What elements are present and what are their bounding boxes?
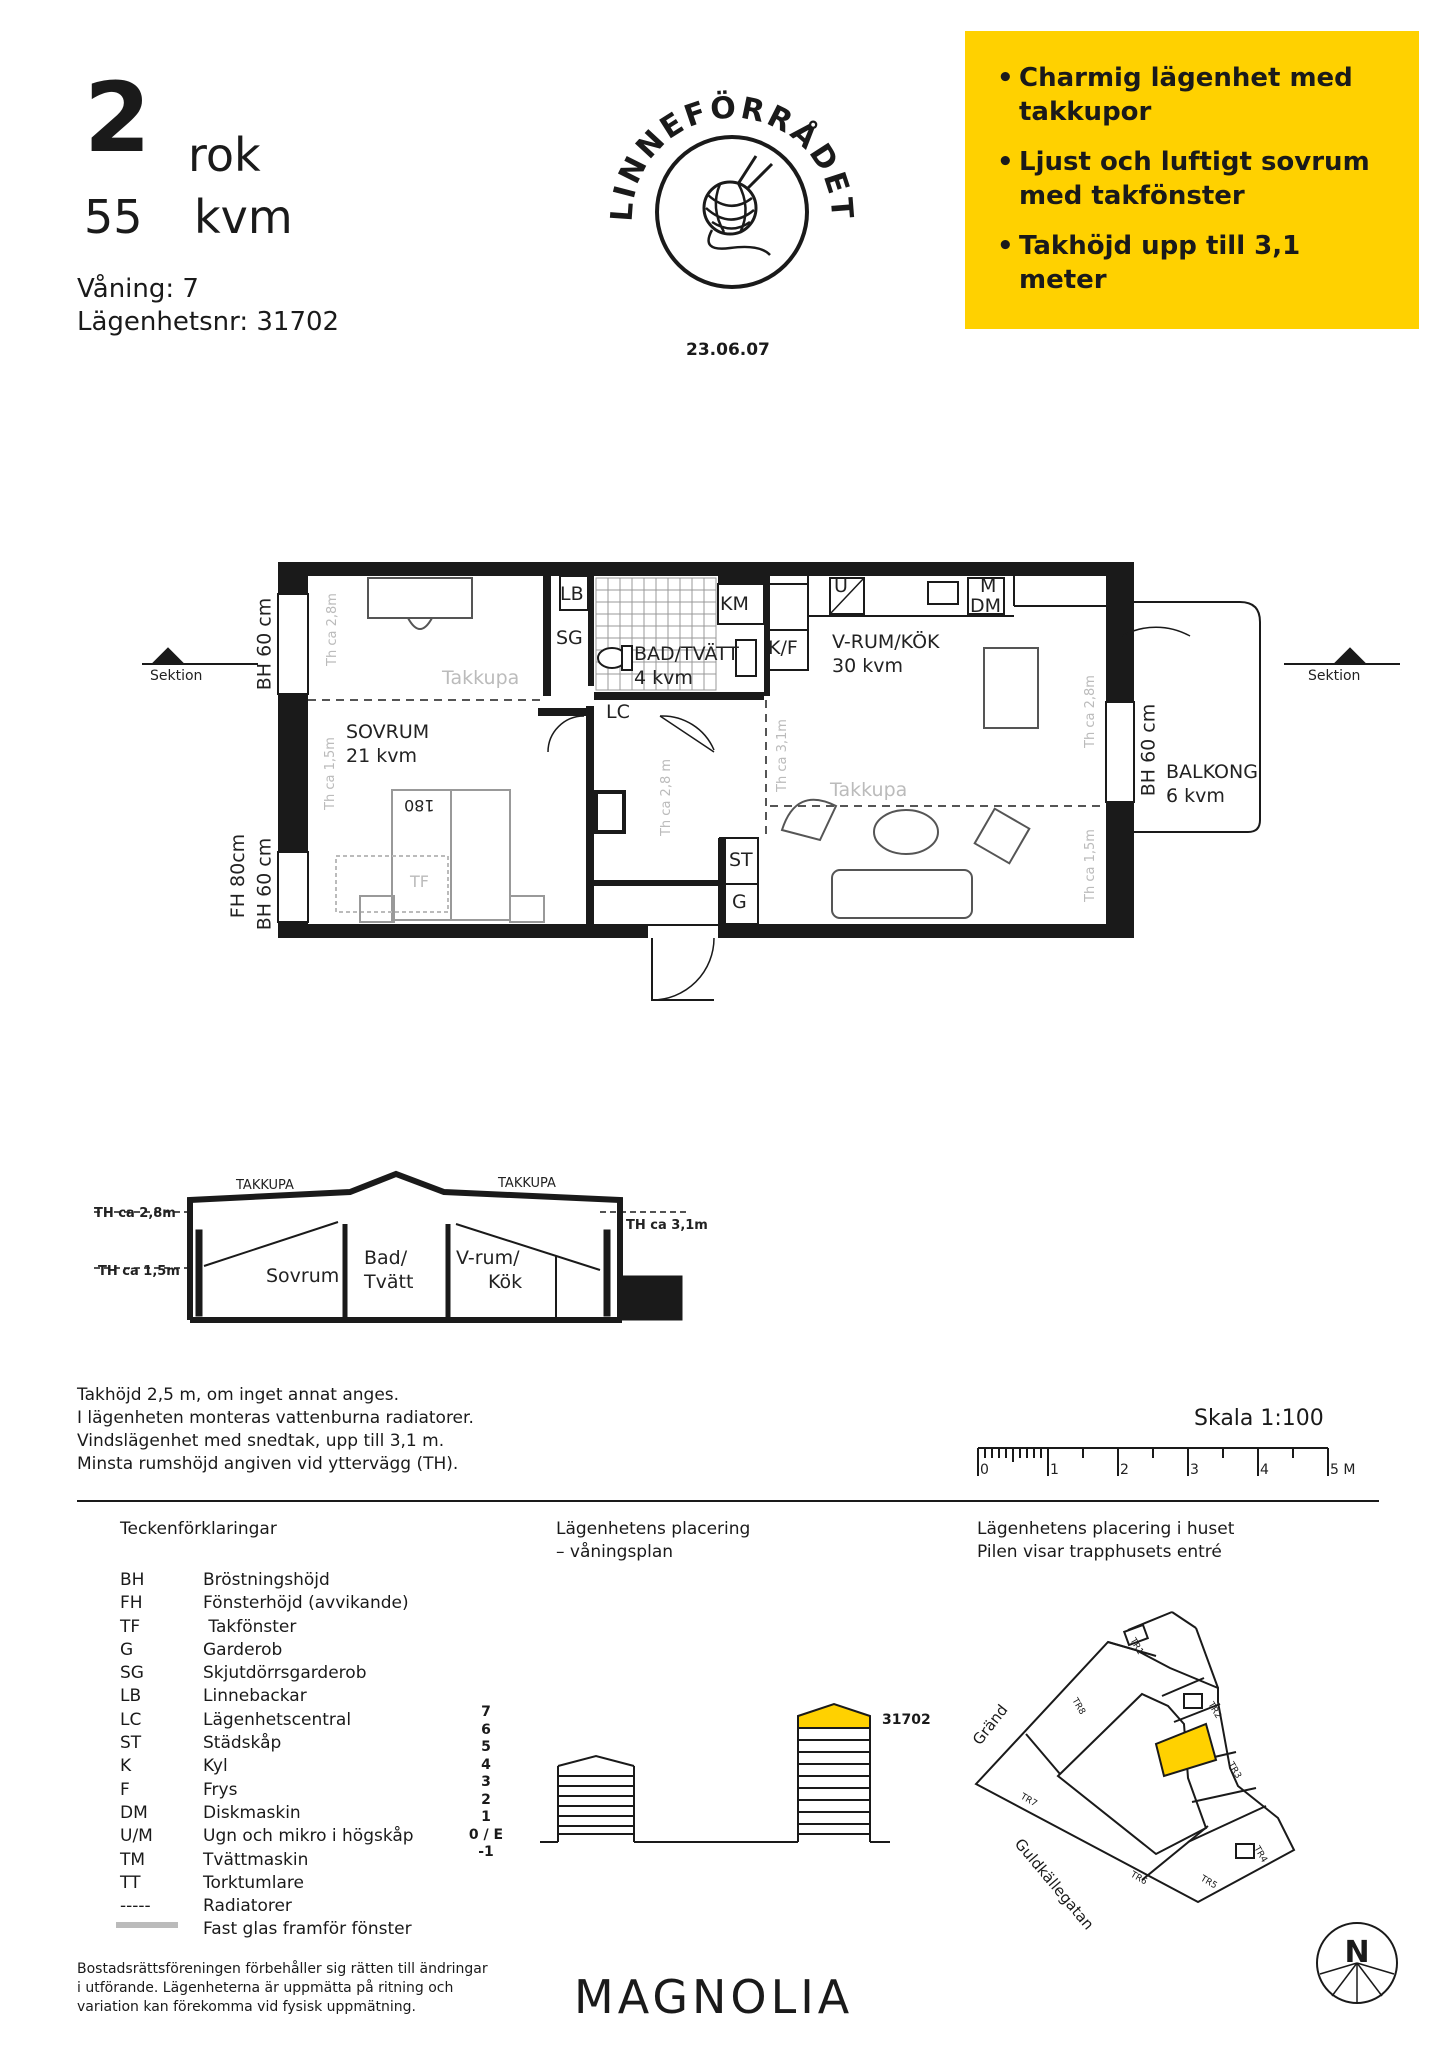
- section-room-label: Bad/: [364, 1247, 408, 1269]
- bedroom-area: 21 kvm: [346, 745, 417, 767]
- rooms-count: 2: [84, 62, 151, 174]
- dm-label: DM: [970, 595, 1002, 617]
- note-line: I lägenheten monteras vattenburna radiatorer.: [77, 1408, 474, 1428]
- tr-label: TR7: [1018, 1791, 1039, 1810]
- divider: [77, 1500, 1379, 1502]
- legend-item: U/M Ugn och mikro i högskåp: [120, 1826, 414, 1847]
- legend-title: Teckenförklaringar: [120, 1519, 277, 1539]
- notes-block: [77, 1384, 474, 1476]
- street-name: Guldkällegatan: [1010, 1835, 1098, 1934]
- takkupa-label: Takkupa: [442, 667, 520, 689]
- legend-item: DM Diskmaskin: [120, 1802, 301, 1823]
- floor-apt-label: 31702: [882, 1712, 931, 1728]
- highlight-item: • Takhöjd upp till 3,1 meter: [997, 229, 1395, 297]
- balcony-area: 6 kvm: [1166, 785, 1225, 807]
- bath-name: BAD/TVÄTT: [634, 643, 739, 665]
- scale-bar: [970, 1440, 1350, 1480]
- scale-tick: 5 M: [1330, 1462, 1356, 1478]
- legend-item: LB Linnebackar: [120, 1686, 307, 1707]
- legend-item: FH Fönsterhöjd (avvikande): [120, 1593, 409, 1614]
- floor-value: 7: [182, 274, 199, 304]
- fh-label: FH 80cm: [227, 833, 250, 919]
- area-unit: kvm: [194, 190, 293, 244]
- compass-n: N: [1344, 1935, 1370, 1970]
- floor-placement-title: Lägenhetens placering – våningsplan: [556, 1519, 751, 1562]
- tr-label: TR5: [1198, 1873, 1219, 1892]
- ceiling-height-label: Th ca 2,8m: [1082, 675, 1098, 748]
- highlight-item: • Charmig lägenhet med takkupor: [997, 61, 1395, 129]
- note-line: Takhöjd 2,5 m, om inget annat anges.: [77, 1385, 400, 1405]
- living-area: 30 kvm: [832, 655, 903, 677]
- ceiling-height-label: Th ca 1,5m: [322, 737, 338, 810]
- legend-item: SG Skjutdörrsgarderob: [120, 1663, 367, 1684]
- section-th-label: TH ca 1,5m: [98, 1264, 180, 1279]
- bath-area: 4 kvm: [634, 667, 693, 689]
- legend-item: K Kyl: [120, 1756, 228, 1777]
- bh-label: BH 60 cm: [253, 837, 276, 931]
- tr-label: TR6: [1128, 1869, 1149, 1888]
- apt-value: 31702: [256, 307, 340, 337]
- legend-item: ----- Radiatorer: [120, 1896, 292, 1917]
- lc-label: LC: [606, 701, 630, 723]
- scale-tick: 1: [1050, 1462, 1059, 1478]
- legend-item: TF Takfönster: [120, 1616, 297, 1637]
- tr-label: TR1: [1127, 1636, 1145, 1657]
- takkupa-label: Takkupa: [830, 779, 908, 801]
- legend-item: G Garderob: [120, 1639, 283, 1660]
- ceiling-height-label: Th ca 3,1m: [774, 719, 790, 792]
- u-label: U: [834, 575, 848, 597]
- section-th-label: TH ca 3,1m: [626, 1218, 708, 1233]
- st-label: ST: [729, 849, 753, 871]
- apt-label: Lägenhetsnr:: [77, 307, 249, 337]
- tf-label: TF: [410, 872, 429, 891]
- section-room-label: Sovrum: [266, 1265, 340, 1287]
- ceiling-height-label: Th ca 2,8 m: [659, 758, 675, 837]
- scale-tick: 3: [1190, 1462, 1199, 1478]
- ceiling-height-label: Th ca 2,8m: [324, 593, 340, 666]
- bh-label: BH 60 cm: [1137, 703, 1160, 797]
- legend-list: [120, 1569, 414, 1942]
- logo-text: LINNEFÖRRÅDET: [604, 90, 860, 223]
- section-right-label: Sektion: [1308, 668, 1361, 684]
- brand-logo: MAGNOLIA: [574, 1970, 854, 2024]
- living-name: V-RUM/KÖK: [832, 631, 940, 653]
- legend-item: ST Städskåp: [120, 1733, 282, 1754]
- legend-item: TM Tvättmaskin: [120, 1849, 309, 1870]
- site-plan: [960, 1580, 1340, 1940]
- floor-numbers: 7 6 5 4 3 2 1 0 / E -1: [468, 1704, 504, 1860]
- north-compass-icon: [1312, 1918, 1402, 2008]
- house-placement-title: Lägenhetens placering i huset Pilen visar trapphusets entré: [977, 1519, 1235, 1562]
- section-th-label: TH ca 2,8m: [94, 1206, 176, 1221]
- tr-label: TR4: [1251, 1844, 1269, 1865]
- ceiling-height-label: Th ca 1,5m: [1082, 829, 1098, 902]
- section-left-label: Sektion: [150, 668, 203, 684]
- scale-label: Skala 1:100: [1194, 1406, 1324, 1431]
- bed-size-label: 180: [404, 796, 435, 815]
- g-label: G: [732, 891, 747, 913]
- lb-label: LB: [560, 583, 584, 605]
- kf-label: K/F: [768, 637, 798, 659]
- sg-label: SG: [556, 627, 583, 649]
- legend-item: LC Lägenhetscentral: [120, 1709, 352, 1730]
- scale-tick: 0: [980, 1462, 989, 1478]
- legend-item: BH Bröstningshöjd: [120, 1570, 330, 1590]
- section-takkupa-label: TAKKUPA: [498, 1176, 556, 1191]
- disclaimer: Bostadsrättsföreningen förbehåller sig rätten till ändringar i utförande. Lägenheterna är uppmätta på ritning och variation kan förekomma vid fysisk uppmätning.: [77, 1961, 488, 2015]
- note-line: Minsta rumshöjd angiven vid yttervägg (TH).: [77, 1454, 459, 1474]
- floor-stack-diagram: [540, 1690, 920, 1870]
- bh-label: BH 60 cm: [253, 597, 276, 691]
- rooms-unit: rok: [188, 128, 261, 182]
- m-label: M: [980, 575, 997, 597]
- tr-label: TR3: [1225, 1760, 1243, 1781]
- apt-floor-highlight: [798, 1704, 870, 1728]
- apt-house-highlight: [1156, 1724, 1216, 1776]
- scale-tick: 2: [1120, 1462, 1129, 1478]
- tr-label: TR8: [1069, 1696, 1087, 1717]
- logo-date: 23.06.07: [686, 340, 770, 360]
- section-room-label: V-rum/: [456, 1247, 520, 1269]
- bedroom-name: SOVRUM: [346, 721, 430, 743]
- scale-tick: 4: [1260, 1462, 1269, 1478]
- section-room-label: Tvätt: [364, 1271, 414, 1293]
- tr-label: TR2: [1205, 1700, 1223, 1721]
- section-room-label: Kök: [488, 1271, 523, 1293]
- street-name: Gränd: [968, 1701, 1012, 1749]
- highlight-item: • Ljust och luftigt sovrum med takfönster: [997, 145, 1395, 213]
- area-value: 55: [84, 190, 143, 244]
- balcony-name: BALKONG: [1166, 761, 1258, 783]
- km-label: KM: [720, 593, 749, 615]
- section-takkupa-label: TAKKUPA: [236, 1178, 294, 1193]
- legend-item: Fast glas framför fönster: [120, 1918, 414, 1941]
- legend-item: TT Torktumlare: [120, 1872, 304, 1893]
- note-line: Vindslägenhet med snedtak, upp till 3,1 m.: [77, 1431, 445, 1451]
- floor-label: Våning:: [77, 274, 175, 304]
- legend-item: F Frys: [120, 1779, 238, 1800]
